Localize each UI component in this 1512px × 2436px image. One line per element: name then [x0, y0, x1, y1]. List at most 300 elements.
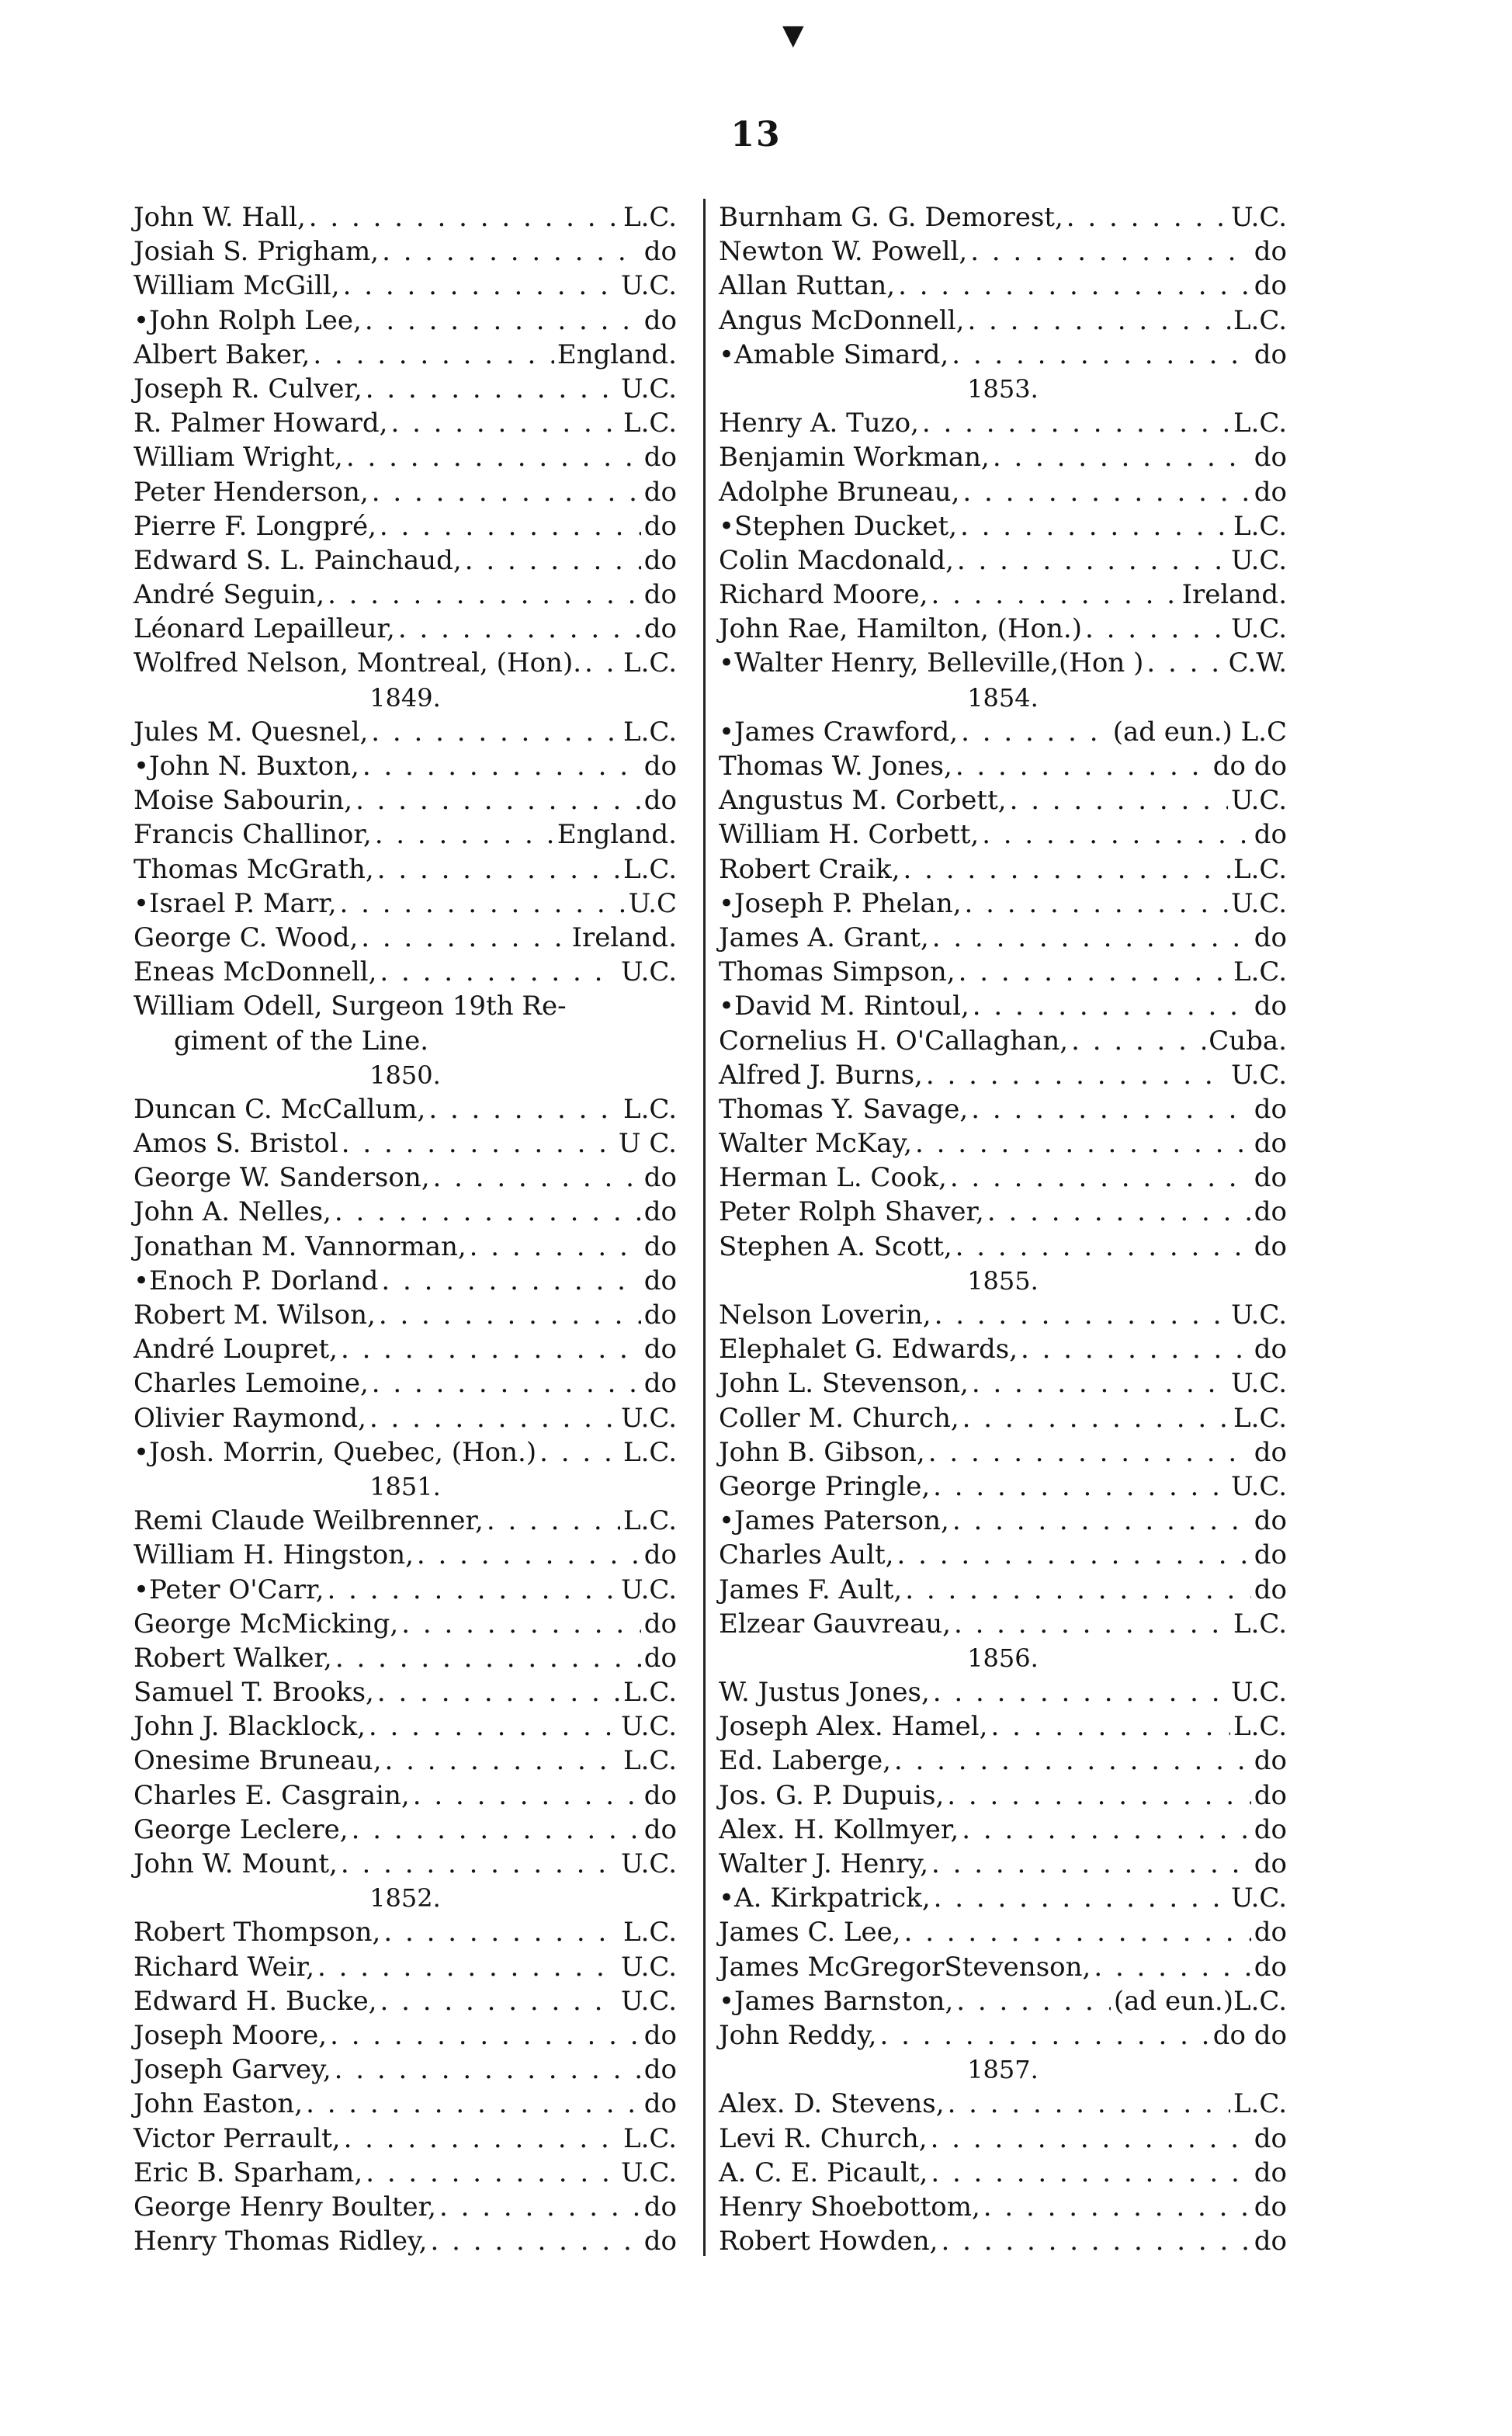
dot-leader	[955, 749, 1210, 783]
entry-place: do	[643, 1368, 677, 1400]
entry-place: do	[643, 510, 677, 542]
list-item	[719, 1401, 1287, 1435]
entry-name: Wolfred Nelson, Montreal, (Hon).	[134, 647, 582, 679]
entry-place: U.C.	[1231, 1677, 1287, 1709]
year-label: 1849.	[369, 682, 441, 713]
entry-name: Thomas McGrath,	[134, 853, 374, 885]
year-label: 1853.	[967, 373, 1039, 404]
list-item	[719, 2190, 1287, 2224]
entry-place: do	[1254, 2157, 1287, 2188]
entry-name: Jos. G. P. Dupuis,	[719, 1779, 945, 1811]
entry-place: do	[1254, 2122, 1287, 2154]
entry-place: do	[1254, 1128, 1287, 1160]
dot-leader	[381, 1264, 640, 1298]
entry-place: do	[643, 1779, 677, 1811]
dot-leader	[1085, 612, 1228, 646]
entry-place: do	[643, 476, 677, 508]
entry-place: L.C.	[623, 647, 677, 679]
list-item	[719, 989, 1287, 1023]
list-item	[719, 1126, 1287, 1161]
entry-name: Henry A. Tuzo,	[719, 408, 919, 439]
entry-name: •Joseph P. Phelan,	[719, 887, 962, 919]
year-heading	[134, 1470, 677, 1504]
list-item	[134, 2190, 677, 2224]
entry-place: U.C	[628, 887, 677, 919]
list-item	[134, 1641, 677, 1675]
dot-leader	[584, 646, 620, 680]
dot-leader	[377, 1675, 620, 1709]
entry-place: L.C.	[1233, 1711, 1287, 1743]
entry-place: U.C.	[1231, 202, 1287, 233]
dot-leader	[375, 817, 554, 852]
entry-place: do	[643, 2191, 677, 2223]
entry-name: •Josh. Morrin, Quebec, (Hon.)	[134, 1436, 537, 1468]
entry-name: •John N. Buxton,	[134, 751, 359, 782]
dot-leader	[335, 1641, 641, 1675]
dot-leader	[366, 372, 618, 406]
entry-name: A. C. E. Picault,	[719, 2157, 928, 2188]
entry-place: L.C.	[623, 853, 677, 885]
list-item	[134, 921, 677, 955]
dot-leader	[328, 578, 641, 612]
entry-place: L.C.	[623, 408, 677, 439]
entry-name: John L. Stevenson,	[719, 1368, 969, 1400]
list-item	[719, 406, 1287, 440]
list-item	[134, 1607, 677, 1641]
entry-place: U.C.	[621, 2157, 677, 2188]
entry-name: John Reddy,	[719, 2019, 877, 2051]
entry-place: do	[1254, 1779, 1287, 1811]
dot-leader	[898, 269, 1251, 303]
entry-name: Peter Henderson,	[134, 476, 369, 508]
list-item	[719, 509, 1287, 543]
dot-leader	[401, 1607, 641, 1641]
entry-place: L.C.	[1233, 408, 1287, 439]
list-item	[719, 1709, 1287, 1744]
list-item	[719, 2087, 1287, 2121]
entry-place: do	[1254, 1093, 1287, 1125]
entry-name: Newton W. Powell,	[719, 236, 968, 268]
dot-leader	[371, 715, 620, 749]
entry-name: Onesime Bruneau,	[134, 1745, 382, 1777]
list-item	[134, 338, 677, 372]
list-item	[134, 1984, 677, 2018]
entry-place: do	[643, 1230, 677, 1262]
dot-leader	[1071, 1024, 1205, 1058]
entry-name: Alex. H. Kollmyer,	[719, 1813, 959, 1845]
entry-name: Joseph R. Culver,	[134, 373, 362, 404]
entry-name: •Amable Simard,	[719, 338, 949, 370]
entry-name: Elephalet G. Edwards,	[719, 1334, 1018, 1365]
entry-name: James F. Ault,	[719, 1574, 903, 1605]
list-item	[719, 475, 1287, 509]
entry-place: L.C.	[1233, 956, 1287, 988]
entry-name: Colin Macdonald,	[719, 544, 954, 576]
entry-place: U.C.	[621, 270, 677, 302]
list-item	[719, 1230, 1287, 1264]
entry-place: do	[643, 1300, 677, 1331]
list-item	[134, 2087, 677, 2121]
entry-place: do	[643, 304, 677, 336]
dot-leader	[327, 1573, 618, 1607]
entry-name: George Leclere,	[134, 1813, 349, 1845]
year-label: 1857.	[967, 2055, 1039, 2085]
list-item	[719, 852, 1287, 887]
entry-name: Coller M. Church,	[719, 1402, 959, 1434]
entry-name: Walter J. Henry,	[719, 1848, 929, 1879]
dot-leader	[922, 406, 1230, 440]
list-item	[134, 406, 677, 440]
dot-leader	[954, 1607, 1230, 1641]
list-item	[134, 1435, 677, 1470]
dot-leader	[430, 2224, 640, 2258]
dot-leader	[306, 2087, 641, 2121]
entry-name: Adolphe Bruneau,	[719, 476, 960, 508]
entry-name: •Walter Henry, Belleville,(Hon )	[719, 647, 1144, 679]
dot-leader	[317, 1950, 618, 1984]
list-item	[134, 1264, 677, 1298]
dot-leader	[335, 2053, 641, 2087]
entry-name: Peter Rolph Shaver,	[719, 1196, 984, 1228]
entry-name: Angustus M. Corbett,	[719, 785, 1007, 817]
list-item	[134, 1675, 677, 1709]
entry-place: U.C.	[621, 956, 677, 988]
entry-place: L.C.	[623, 1436, 677, 1468]
list-item	[134, 1366, 677, 1400]
entry-name: Alfred J. Burns,	[719, 1059, 923, 1091]
entry-place: L.C.	[623, 1677, 677, 1709]
entry-place: U.C.	[1231, 785, 1287, 817]
dot-leader	[369, 1709, 618, 1744]
entry-place: do	[643, 2019, 677, 2051]
dot-leader	[335, 1195, 641, 1229]
dot-leader	[959, 955, 1230, 989]
entry-place: L.C.	[1233, 304, 1287, 336]
entry-name: Robert Craik,	[719, 853, 900, 885]
entry-place: do	[643, 1162, 677, 1194]
entry-name: Eric B. Sparham,	[134, 2157, 363, 2188]
dot-leader	[380, 509, 641, 543]
entry-place: U.C.	[1231, 1883, 1287, 1914]
entry-name: Joseph Moore,	[134, 2019, 328, 2051]
dot-leader	[931, 1847, 1251, 1881]
entry-place: do	[1254, 2191, 1287, 2223]
page-number: 13	[730, 115, 782, 154]
entry-name: Edward S. L. Painchaud,	[134, 544, 462, 576]
dot-leader	[1066, 200, 1228, 234]
list-item	[719, 646, 1287, 680]
list-item	[719, 1573, 1287, 1607]
list-item	[134, 1538, 677, 1572]
entry-name: Stephen A. Scott,	[719, 1230, 952, 1262]
dot-leader	[355, 783, 641, 817]
entry-place: England.	[557, 338, 677, 370]
entry-name: James A. Grant,	[719, 921, 929, 953]
dot-leader	[960, 509, 1230, 543]
list-item	[134, 1915, 677, 1949]
entry-name: Robert Thompson,	[134, 1917, 381, 1948]
list-item	[134, 1195, 677, 1229]
entry-name: James C. Lee,	[719, 1917, 901, 1948]
dot-leader	[931, 2156, 1250, 2190]
dot-leader	[956, 1984, 1111, 2018]
entry-name: Victor Perrault,	[134, 2122, 341, 2154]
dot-leader	[957, 543, 1228, 578]
dot-leader	[330, 2018, 641, 2053]
dot-leader	[962, 1813, 1251, 1847]
entry-name: Nelson Loverin,	[719, 1300, 931, 1331]
dot-leader	[366, 2156, 618, 2190]
dot-leader	[372, 1366, 641, 1400]
dot-leader	[380, 955, 618, 989]
list-item	[134, 475, 677, 509]
entry-place: do	[1254, 1574, 1287, 1605]
entry-place: L.C.	[623, 716, 677, 748]
entry-name: Pierre F. Longpré,	[134, 510, 376, 542]
entry-name: John W. Mount,	[134, 1848, 338, 1879]
entry-name: Duncan C. McCallum,	[134, 1093, 426, 1125]
list-item	[134, 646, 677, 680]
list-item	[134, 1573, 677, 1607]
entry-name: George McMicking,	[134, 1608, 399, 1640]
entry-name: Samuel T. Brooks,	[134, 1677, 374, 1709]
entry-name: Francis Challinor,	[134, 819, 372, 851]
list-item	[719, 887, 1287, 921]
list-item	[719, 1984, 1287, 2018]
list-item	[719, 1024, 1287, 1058]
entry-place: L.C.	[1233, 1608, 1287, 1640]
dot-leader	[982, 817, 1251, 852]
entry-name: R. Palmer Howard,	[134, 408, 388, 439]
entry-name: W. Justus Jones,	[719, 1677, 930, 1709]
dot-leader	[428, 1092, 620, 1126]
entry-name: Léonard Lepailleur,	[134, 613, 395, 645]
list-item	[134, 1504, 677, 1538]
dot-leader	[365, 304, 641, 338]
dot-leader	[905, 1573, 1251, 1607]
dot-leader	[904, 1915, 1251, 1949]
entry-name: Richard Weir,	[134, 1951, 315, 1983]
list-item	[134, 1230, 677, 1264]
entry-place: Ireland.	[571, 921, 677, 953]
list-item	[134, 200, 677, 234]
year-label: 1855.	[967, 1265, 1039, 1296]
year-heading	[134, 681, 677, 715]
entry-place: do	[643, 236, 677, 268]
list-item	[134, 304, 677, 338]
entry-name: •Israel P. Marr,	[134, 887, 337, 919]
entry-name: •James Crawford,	[719, 716, 959, 748]
entry-name: Angus McDonnell,	[719, 304, 965, 336]
entry-place: do	[643, 2088, 677, 2120]
entry-name: George C. Wood,	[134, 921, 359, 953]
entry-name: Henry Thomas Ridley,	[134, 2226, 428, 2257]
entry-place: do	[1254, 1196, 1287, 1228]
list-item	[134, 2122, 677, 2156]
entry-place: do	[1254, 2226, 1287, 2257]
entry-place: L.C.	[1233, 2088, 1287, 2120]
entry-name: Cornelius H. O'Callaghan,	[719, 1025, 1069, 1057]
entry-place: do	[1254, 991, 1287, 1022]
entry-place: do	[1254, 1505, 1287, 1537]
year-label: 1850.	[369, 1060, 441, 1090]
entry-place: U.C.	[1231, 544, 1287, 576]
entry-place: do	[643, 1642, 677, 1674]
entry-place: do	[1254, 270, 1287, 302]
dot-leader	[933, 1675, 1228, 1709]
list-item	[719, 1778, 1287, 1813]
entry-place: U.C.	[621, 1402, 677, 1434]
entry-place: Ireland.	[1181, 579, 1287, 611]
entry-place: U C.	[618, 1128, 677, 1160]
list-item	[134, 1847, 677, 1881]
dot-leader	[993, 440, 1251, 474]
list-item	[719, 1881, 1287, 1915]
dot-leader	[942, 2224, 1251, 2258]
entry-name: •A. Kirkpatrick,	[719, 1883, 931, 1914]
list-item	[719, 1915, 1287, 1949]
entry-name: Burnham G. G. Demorest,	[719, 202, 1063, 233]
dot-leader	[383, 1915, 620, 1949]
entry-name: Thomas Y. Savage,	[719, 1093, 969, 1125]
dot-leader	[932, 921, 1251, 955]
list-item	[719, 1470, 1287, 1504]
dot-leader	[413, 1778, 641, 1813]
entry-place: do	[1254, 1162, 1287, 1194]
entry-place: U.C.	[621, 1951, 677, 1983]
entry-place: L.C.	[623, 2122, 677, 2154]
list-item	[134, 955, 677, 989]
entry-place: do	[1254, 338, 1287, 370]
list-item	[719, 1195, 1287, 1229]
dot-leader	[955, 1230, 1251, 1264]
entry-place: do	[1254, 476, 1287, 508]
entry-name: John Rae, Hamilton, (Hon.)	[719, 613, 1082, 645]
entry-place: do	[1254, 1848, 1287, 1879]
list-item	[719, 817, 1287, 852]
entry-name: Thomas Simpson,	[719, 956, 955, 988]
list-item	[134, 2224, 677, 2258]
entry-name: Levi R. Church,	[719, 2122, 928, 2154]
dot-leader	[970, 234, 1251, 269]
dot-leader	[947, 1778, 1250, 1813]
list-item	[134, 1298, 677, 1332]
entry-place: do	[1254, 236, 1287, 268]
entry-place: U.C.	[621, 1848, 677, 1879]
entry-place: do	[1254, 1230, 1287, 1262]
list-item	[134, 817, 677, 852]
entry-name: Walter McKay,	[719, 1128, 913, 1160]
dot-leader	[361, 921, 568, 955]
list-item	[134, 1161, 677, 1195]
entry-name: Elzear Gauvreau,	[719, 1608, 951, 1640]
dot-leader	[417, 1538, 641, 1572]
entry-place: U.C.	[1231, 1368, 1287, 1400]
dot-leader	[931, 578, 1178, 612]
entry-place: do	[643, 579, 677, 611]
dot-leader	[313, 338, 554, 372]
list-item	[719, 200, 1287, 234]
entry-name: •Enoch P. Dorland	[134, 1265, 379, 1296]
dot-leader	[352, 1813, 641, 1847]
entry-name: George W. Sanderson,	[134, 1162, 430, 1194]
entry-name: •John Rolph Lee,	[134, 304, 362, 336]
entry-name: Jonathan M. Vannorman,	[134, 1230, 466, 1262]
entry-place: do do	[1212, 751, 1287, 782]
list-item	[719, 1161, 1287, 1195]
entry-place: U.C.	[621, 373, 677, 404]
dot-leader	[962, 1401, 1230, 1435]
list-item	[134, 2018, 677, 2053]
list-item	[719, 304, 1287, 338]
year-heading	[719, 372, 1287, 406]
entry-place: do	[643, 1539, 677, 1571]
entry-name: Joseph Garvey,	[134, 2054, 331, 2086]
dot-leader	[967, 304, 1230, 338]
dot-leader	[343, 269, 618, 303]
dot-leader	[990, 1709, 1230, 1744]
entry-name: Ed. Laberge,	[719, 1745, 891, 1777]
entry-place: U.C.	[621, 1985, 677, 2017]
year-label: 1854.	[967, 682, 1039, 713]
entry-place: do	[643, 1265, 677, 1296]
list-item	[134, 1813, 677, 1847]
list-item	[719, 1298, 1287, 1332]
list-item	[134, 578, 677, 612]
entry-name: Charles Ault,	[719, 1539, 894, 1571]
dot-leader	[385, 1744, 620, 1778]
dot-leader	[346, 440, 641, 474]
entry-place: do	[643, 2226, 677, 2257]
list-item	[719, 749, 1287, 783]
list-item	[719, 1813, 1287, 1847]
list-item	[719, 1332, 1287, 1366]
entry-place: L.C.	[1233, 510, 1287, 542]
list-item	[134, 2053, 677, 2087]
list-item	[719, 1058, 1287, 1092]
entry-place: U.C.	[1231, 887, 1287, 919]
dot-leader	[344, 2122, 620, 2156]
year-heading	[719, 1641, 1287, 1675]
dot-leader	[1010, 783, 1228, 817]
entry-name: Richard Moore,	[719, 579, 928, 611]
entry-place: do	[1254, 1436, 1287, 1468]
entry-name: Joseph Alex. Hamel,	[719, 1711, 988, 1743]
year-label: 1851.	[369, 1471, 441, 1501]
entry-name: •Stephen Ducket,	[719, 510, 958, 542]
list-item	[719, 440, 1287, 474]
list-item	[134, 1332, 677, 1366]
entry-name: André Seguin,	[134, 579, 325, 611]
entry-place: do	[1254, 819, 1287, 851]
entry-place: do	[643, 785, 677, 817]
entry-place: U.C.	[1231, 1470, 1287, 1502]
dot-leader	[372, 475, 641, 509]
list-item	[134, 234, 677, 269]
dot-leader	[935, 1298, 1228, 1332]
dot-leader	[369, 1401, 618, 1435]
entry-place: do do	[1212, 2019, 1287, 2051]
entry-text: giment of the Line.	[174, 1025, 428, 1057]
dot-leader	[971, 1092, 1251, 1126]
list-item	[719, 1675, 1287, 1709]
list-item	[134, 1950, 677, 1984]
list-item	[134, 989, 677, 1023]
entry-name: •Peter O'Carr,	[134, 1574, 324, 1605]
printer-mark: ▼	[782, 19, 804, 51]
entry-name: Josiah S. Prigham,	[134, 236, 380, 268]
entry-place: do	[643, 751, 677, 782]
